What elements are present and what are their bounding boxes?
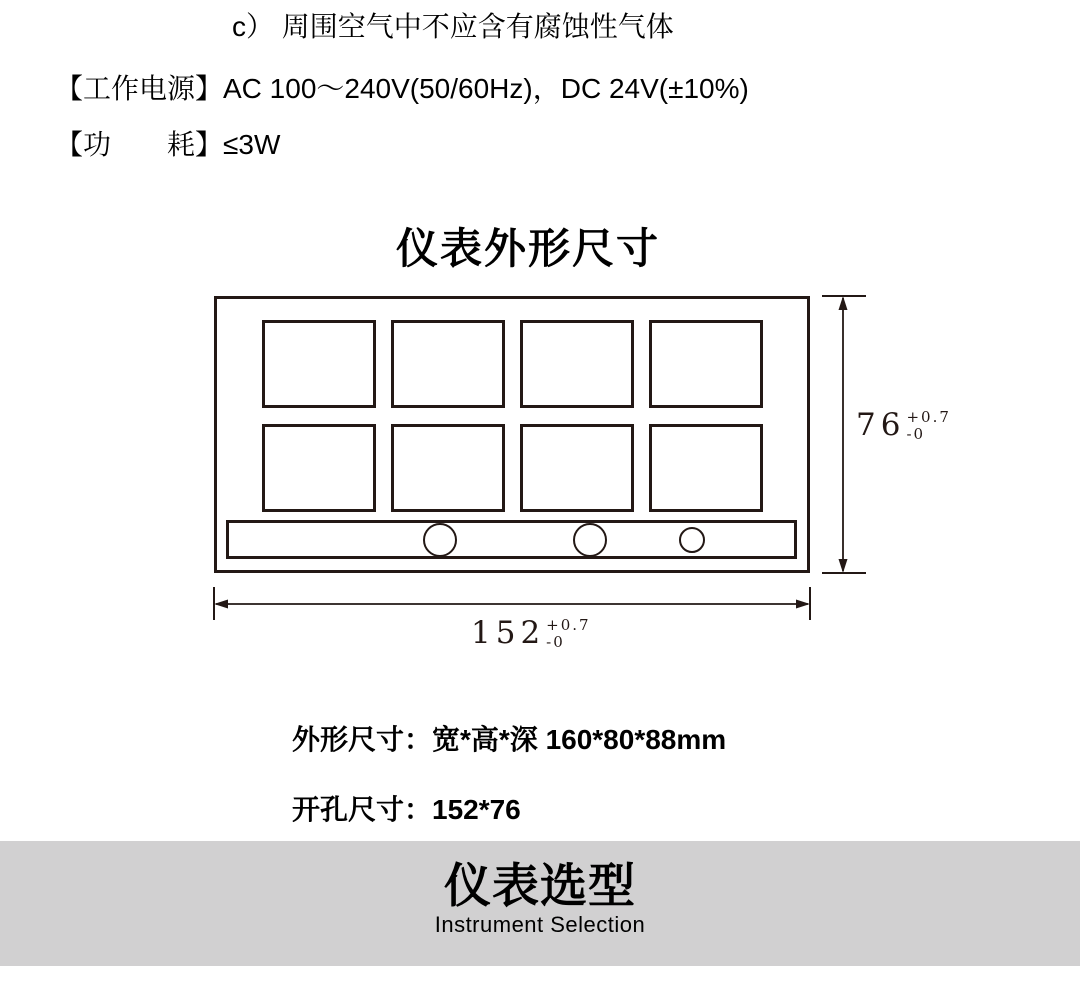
- arrowhead-left: [214, 600, 228, 609]
- cutout-size-text: 开孔尺寸：152*76: [292, 794, 521, 825]
- dimensions-section-title: 仪表外形尺寸: [395, 225, 660, 272]
- tolerance-plus: +0.7: [906, 408, 951, 426]
- instrument-panel-drawing: [214, 296, 810, 573]
- tolerance-minus: -0: [546, 633, 565, 651]
- panel-button-circle: [573, 523, 607, 557]
- outline-size-text: 外形尺寸：宽*高*深 160*80*88mm: [292, 724, 727, 755]
- panel-button-circle: [679, 527, 705, 553]
- panel-display-window: [520, 424, 634, 512]
- panel-button-bar: [226, 520, 797, 559]
- height-dimension-value: 76: [856, 407, 906, 443]
- width-dimension-label: [471, 615, 591, 651]
- panel-display-window: [391, 320, 505, 408]
- panel-display-window: [391, 424, 505, 512]
- instrument-selection-banner: [0, 841, 1080, 966]
- panel-display-window: [520, 320, 634, 408]
- width-dimension-value: 152: [471, 615, 546, 651]
- tolerance-minus: -0: [906, 425, 926, 443]
- height-dimension-label: [856, 407, 951, 443]
- arrowhead-right: [796, 600, 810, 609]
- panel-button-circle: [423, 523, 457, 557]
- panel-display-window: [262, 320, 376, 408]
- spec-power-supply: 【工作电源】AC 100～240V(50/60Hz)，DC 24V(±10%): [55, 73, 749, 104]
- banner-title: 仪表选型: [444, 859, 636, 912]
- tolerance-plus: +0.7: [546, 616, 591, 634]
- height-dimension-tolerance: [906, 410, 950, 442]
- width-dimension-tolerance: [546, 618, 590, 650]
- panel-display-window: [649, 424, 763, 512]
- spec-power-consumption: 【功 耗】≤3W: [55, 129, 281, 160]
- banner-subtitle: Instrument Selection: [434, 912, 646, 938]
- arrowhead-down: [839, 559, 848, 573]
- spec-note-c: c） 周围空气中不应含有腐蚀性气体: [232, 11, 674, 42]
- panel-display-window: [649, 320, 763, 408]
- arrowhead-up: [839, 296, 848, 310]
- panel-display-window: [262, 424, 376, 512]
